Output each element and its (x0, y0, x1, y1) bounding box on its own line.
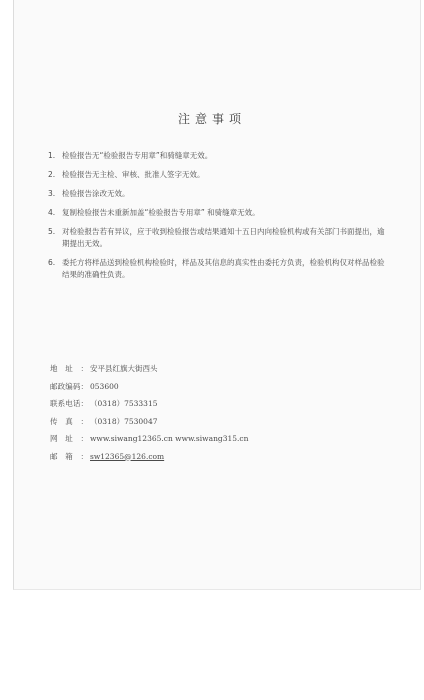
fax-label: 传真： (50, 416, 88, 426)
note-number: 1. (48, 151, 56, 160)
note-item (48, 207, 388, 219)
phone-value: （0318）7533315 (90, 399, 158, 408)
contact-row-phone (50, 397, 248, 411)
note-item (48, 188, 388, 200)
note-item (48, 257, 388, 281)
note-number: 2. (48, 170, 56, 179)
note-text: 复制检验报告未重新加盖“检验报告专用章” 和骑缝章无效。 (62, 208, 260, 217)
fax-value: （0318）7530047 (90, 416, 158, 426)
note-item (48, 169, 388, 181)
website-value: www.siwang12365.cn www.siwang315.cn (90, 434, 249, 443)
notes-list (48, 150, 388, 288)
note-text: 检验报告涂改无效。 (62, 189, 130, 198)
scanned-document (13, 0, 421, 590)
phone-label: 联系电话： (50, 399, 88, 408)
note-text: 对检验报告若有异议，应于收到检验报告或结果通知十五日内向检验机构或有关部门书面提出，逾期提出无效。 (62, 227, 385, 248)
contact-row-email (50, 450, 248, 464)
postcode-value: 053600 (90, 381, 119, 391)
contact-row-address (50, 362, 248, 376)
note-number: 4. (48, 208, 56, 217)
note-number: 5. (48, 227, 56, 236)
address-value: 安平县红旗大街西头 (90, 364, 158, 373)
address-label: 地址： (50, 364, 88, 373)
note-number: 3. (48, 189, 56, 198)
contact-info (50, 362, 248, 467)
note-number: 6. (48, 258, 56, 267)
contact-row-postcode (50, 380, 248, 394)
note-item (48, 150, 388, 162)
postcode-label: 邮政编码： (50, 381, 88, 391)
note-text: 检验报告无主检、审核、批准人签字无效。 (62, 170, 205, 179)
website-label: 网址： (50, 434, 88, 443)
page-title: 注意事项 (177, 112, 246, 126)
note-item (48, 226, 388, 250)
contact-row-fax (50, 415, 248, 429)
note-text: 检验报告无“检验报告专用章”和骑缝章无效。 (62, 151, 213, 160)
email-label: 邮箱： (50, 451, 88, 461)
note-text: 委托方将样品送到检验机构检验时，样品及其信息的真实性由委托方负责，检验机构仅对样品检验结果的准确性负责。 (62, 258, 385, 279)
email-value: sw12365@126.com (90, 451, 165, 461)
contact-row-website (50, 432, 248, 446)
